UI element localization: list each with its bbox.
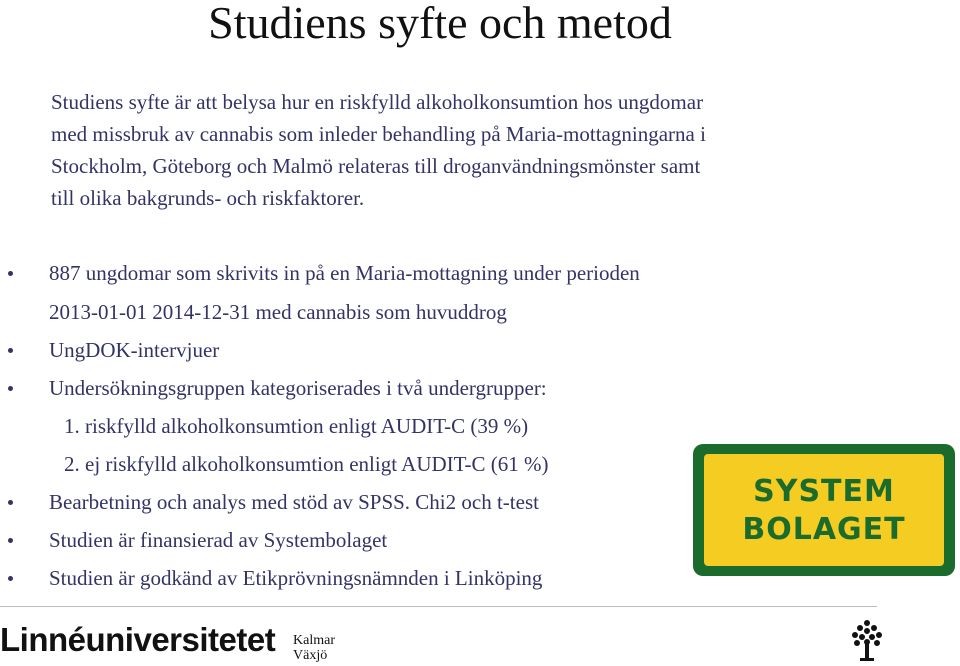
university-campuses: Kalmar Växjö (293, 633, 335, 663)
bullet-dot-icon (8, 500, 13, 505)
logo-line-2: BOLAGET (742, 512, 906, 547)
tree-icon (850, 618, 884, 662)
list-item-continuation: 2013-01-01 2014-12-31 med cannabis som huvuddrog (49, 300, 507, 324)
slide-title: Studiens syfte och metod (208, 0, 672, 48)
bullet-dot-icon (8, 576, 13, 581)
intro-line: Stockholm, Göteborg och Malmö relateras till droganvändningsmönster samt (51, 154, 701, 178)
bullet-dot-icon (8, 538, 13, 543)
intro-line: Studiens syfte är att belysa hur en riskfylld alkoholkonsumtion hos ungdomar (51, 90, 704, 114)
bullet-dot-icon (8, 386, 13, 391)
university-logo: Linnéuniversitetet (0, 621, 276, 658)
bullet-dot-icon (8, 348, 13, 353)
footer-divider (0, 606, 877, 607)
intro-paragraph (51, 86, 851, 214)
intro-line: med missbruk av cannabis som inleder behandling på Maria-mottagningarna i (51, 122, 706, 146)
bullet-dot-icon (8, 271, 13, 276)
intro-line: till olika bakgrunds- och riskfaktorer. (51, 186, 365, 210)
systembolaget-logo (693, 444, 955, 576)
logo-line-1: SYSTEM (753, 474, 895, 509)
